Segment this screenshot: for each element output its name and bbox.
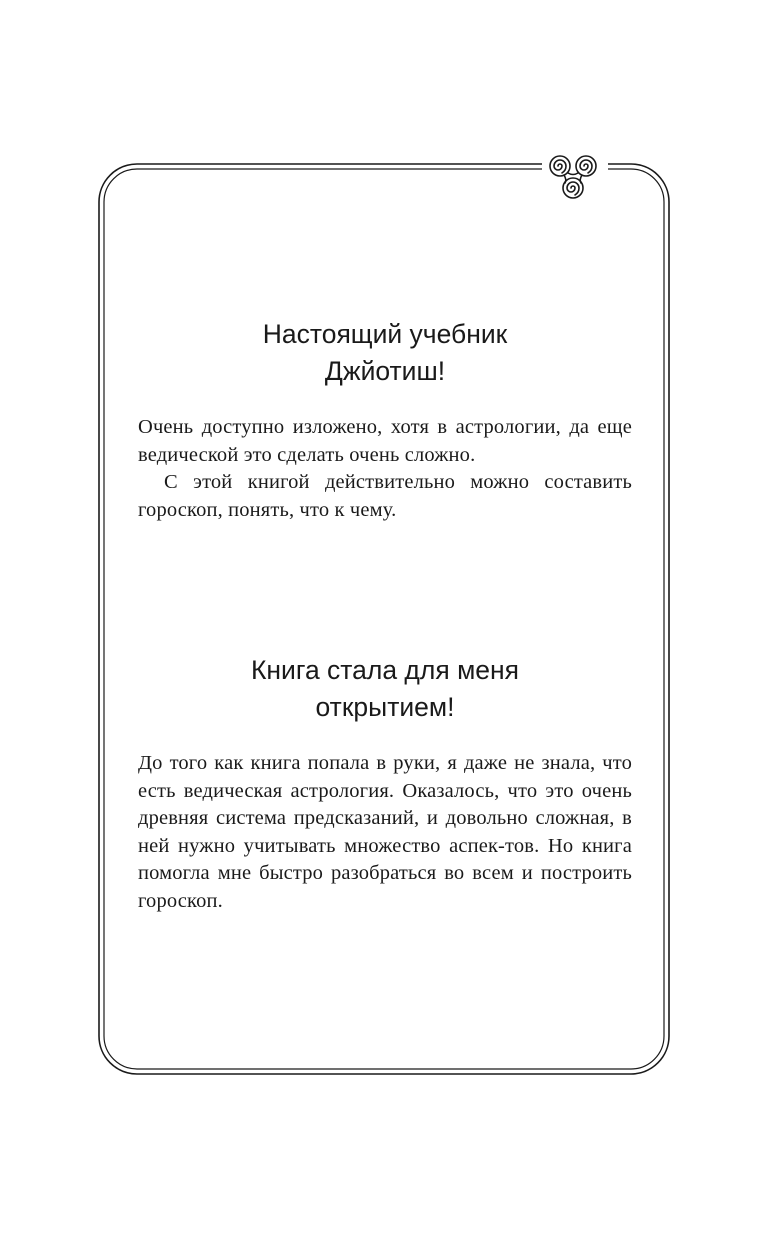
decorative-frame bbox=[98, 160, 670, 1076]
review-title bbox=[138, 652, 632, 726]
review-title-line-1: Настоящий учебник bbox=[262, 319, 508, 349]
review-body bbox=[138, 750, 632, 915]
review-title bbox=[138, 316, 632, 390]
review-body bbox=[138, 414, 632, 524]
review-title-line-1: Книга стала для меня bbox=[250, 655, 520, 685]
review-title-line-2: Джйотиш! bbox=[324, 356, 446, 386]
review-block-2 bbox=[138, 652, 632, 915]
review-block-1 bbox=[138, 316, 632, 524]
review-paragraph: С этой книгой действительно можно составить гороскоп, понять, что к чему. bbox=[138, 471, 632, 521]
review-title-line-2: открытием! bbox=[315, 692, 455, 722]
review-paragraph: Очень доступно изложено, хотя в астрологии, да еще ведической это сделать очень сложно. bbox=[138, 416, 632, 466]
triskelion-spiral-icon bbox=[544, 152, 608, 208]
review-paragraph: До того как книга попала в руки, я даже не знала, что есть ведическая астрология. Оказалось, что это очень древняя система предсказаний, и довольно сложная, в ней нужно учитывать множество аспек-тов. Но книга помогла мне быстро разобраться во всем и построить гороскоп. bbox=[138, 752, 632, 912]
frame-border bbox=[98, 160, 670, 1076]
